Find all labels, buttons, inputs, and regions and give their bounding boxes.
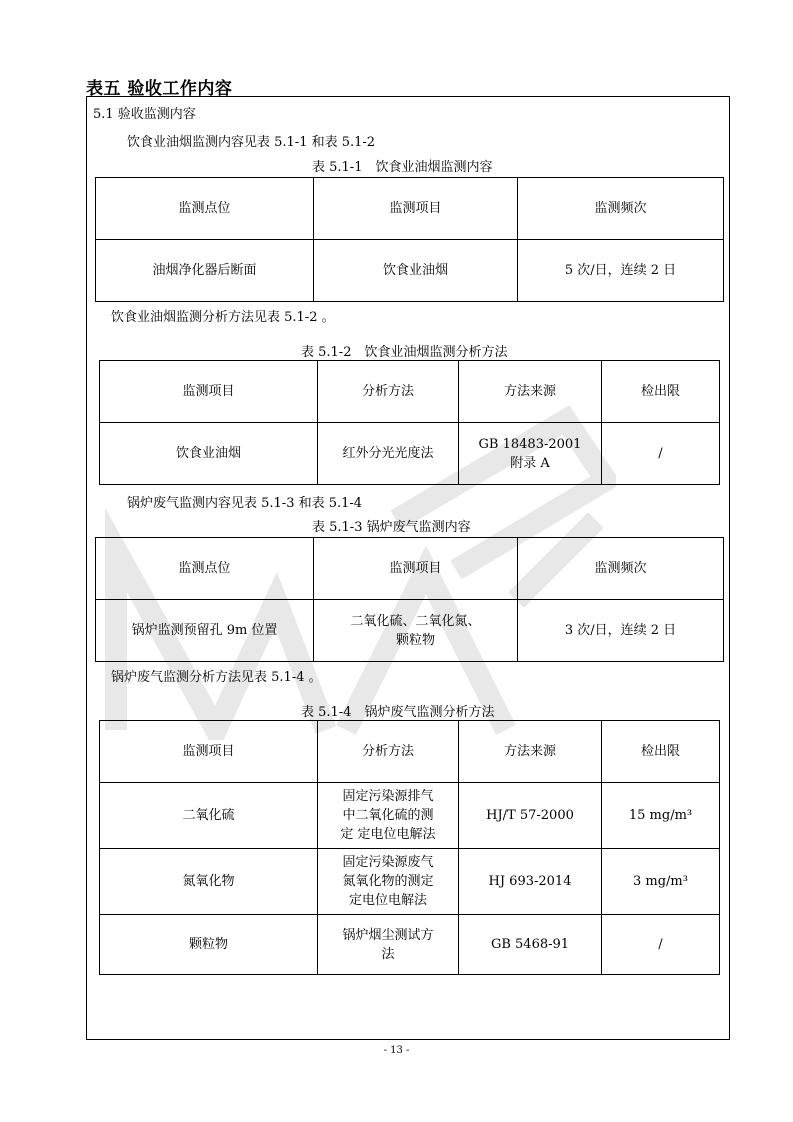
table-header-cell: 监测点位 [96, 178, 314, 240]
table-row [100, 783, 720, 849]
table3 [95, 537, 724, 662]
table-cell: 固定污染源废气 氮氧化物的测定 定电位电解法 [318, 849, 459, 915]
table2-caption: 表 5.1-2 饮食业油烟监测分析方法 [301, 345, 508, 360]
table-cell: 锅炉烟尘测试方 法 [318, 915, 459, 975]
table2 [99, 360, 720, 485]
table3-caption: 表 5.1-3 锅炉废气监测内容 [312, 520, 471, 535]
table-cell: 氮氧化物 [100, 849, 318, 915]
table-header-cell: 监测项目 [100, 721, 318, 783]
table-cell: / [602, 915, 720, 975]
table-header-cell: 分析方法 [318, 361, 459, 423]
table-header-cell: 方法来源 [459, 721, 602, 783]
table-cell: 二氧化硫、二氧化氮、 颗粒物 [314, 600, 518, 662]
intro-text-4: 锅炉废气监测分析方法见表 5.1-4 。 [111, 670, 322, 685]
table4 [99, 720, 720, 975]
page-number: - 13 - [383, 1045, 410, 1056]
table-cell: 5 次/日，连续 2 日 [518, 240, 724, 302]
table-header-cell: 监测项目 [314, 178, 518, 240]
table-header-cell: 检出限 [602, 721, 720, 783]
table-header-row [100, 721, 720, 783]
table4-caption: 表 5.1-4 锅炉废气监测分析方法 [301, 705, 495, 720]
table-cell: 颗粒物 [100, 915, 318, 975]
table-cell: 红外分光光度法 [318, 423, 459, 485]
table-cell: GB 5468-91 [459, 915, 602, 975]
table-row [100, 849, 720, 915]
table-cell: / [602, 423, 720, 485]
table-header-cell: 监测频次 [518, 178, 724, 240]
table-row [100, 423, 720, 485]
table-header-row [96, 538, 724, 600]
table-header-row [96, 178, 724, 240]
table-cell: 3 次/日，连续 2 日 [518, 600, 724, 662]
section-title: 表五 验收工作内容 [86, 79, 233, 99]
table1 [95, 177, 724, 302]
table-header-cell: 监测项目 [314, 538, 518, 600]
table1-caption: 表 5.1-1 饮食业油烟监测内容 [312, 160, 493, 175]
table-header-row [100, 361, 720, 423]
table-cell: 15 mg/m³ [602, 783, 720, 849]
table-row [96, 600, 724, 662]
section-heading: 5.1 验收监测内容 [93, 107, 196, 122]
table-cell: GB 18483-2001 附录 A [459, 423, 602, 485]
table-cell: HJ/T 57-2000 [459, 783, 602, 849]
table-cell: 二氧化硫 [100, 783, 318, 849]
intro-text-2: 饮食业油烟监测分析方法见表 5.1-2 。 [111, 310, 335, 325]
table-cell: 饮食业油烟 [314, 240, 518, 302]
table-row [96, 240, 724, 302]
table-header-cell: 监测点位 [96, 538, 314, 600]
table-header-cell: 分析方法 [318, 721, 459, 783]
table-row [100, 915, 720, 975]
table-header-cell: 监测项目 [100, 361, 318, 423]
table-cell: HJ 693-2014 [459, 849, 602, 915]
table-cell: 固定污染源排气 中二氧化硫的测 定 定电位电解法 [318, 783, 459, 849]
table-cell: 油烟净化器后断面 [96, 240, 314, 302]
table-cell: 饮食业油烟 [100, 423, 318, 485]
intro-text-3: 锅炉废气监测内容见表 5.1-3 和表 5.1-4 [127, 496, 363, 511]
table-cell: 3 mg/m³ [602, 849, 720, 915]
table-header-cell: 监测频次 [518, 538, 724, 600]
table-header-cell: 检出限 [602, 361, 720, 423]
table-header-cell: 方法来源 [459, 361, 602, 423]
table-cell: 锅炉监测预留孔 9m 位置 [96, 600, 314, 662]
intro-text-1: 饮食业油烟监测内容见表 5.1-1 和表 5.1-2 [127, 135, 376, 150]
